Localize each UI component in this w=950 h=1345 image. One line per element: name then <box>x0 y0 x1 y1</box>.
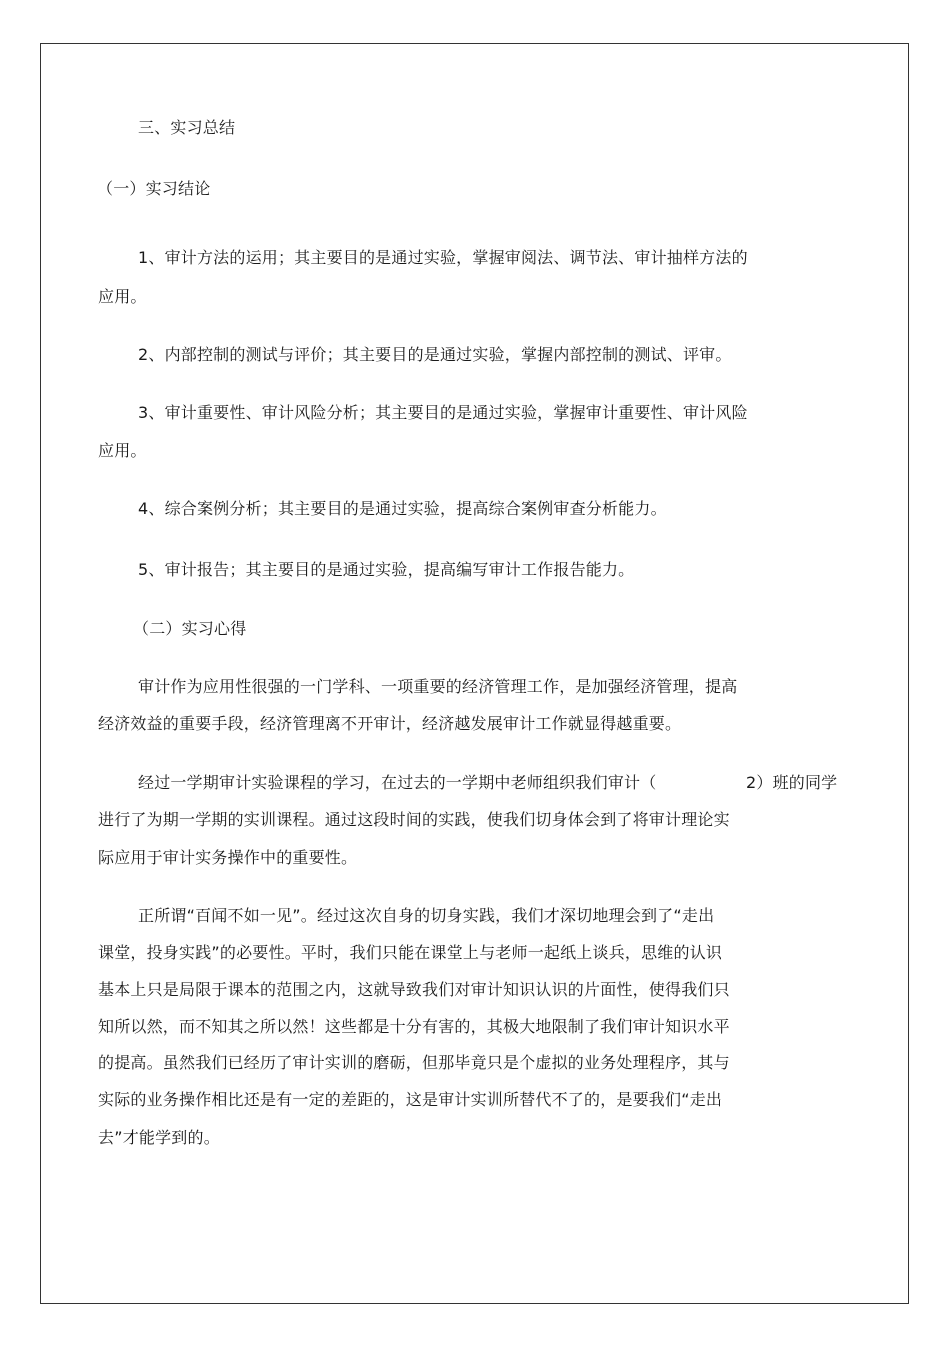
paragraph-2-line: 进行了为期一学期的实训课程。通过这段时间的实践，使我们切身体会到了将审计理论实 <box>98 810 730 829</box>
paragraph-3-line: 基本上只是局限于课本的范围之内，这就导致我们对审计知识认识的片面性，使得我们只 <box>98 980 730 999</box>
paragraph-3-line: 课堂，投身实践”的必要性。平时，我们只能在课堂上与老师一起纸上谈兵，思维的认识 <box>98 943 723 962</box>
paragraph-2-line: 经过一学期审计实验课程的学习，在过去的一学期中老师组织我们审计（ <box>138 773 657 792</box>
subsection-title-experience: （二）实习心得 <box>133 619 247 638</box>
page-border <box>40 43 909 1304</box>
item-3-line-2: 应用。 <box>98 441 147 460</box>
section-title: 三、实习总结 <box>138 118 236 137</box>
item-1-line-2: 应用。 <box>98 287 147 306</box>
item-4: 4、综合案例分析；其主要目的是通过实验，提高综合案例审查分析能力。 <box>138 499 667 518</box>
item-5: 5、审计报告；其主要目的是通过实验，提高编写审计工作报告能力。 <box>138 560 635 579</box>
paragraph-1-line: 经济效益的重要手段，经济管理离不开审计，经济越发展审计工作就显得越重要。 <box>98 714 682 733</box>
paragraph-3-line: 正所谓“百闻不如一见”。经过这次自身的切身实践，我们才深切地理会到了“走出 <box>138 906 715 925</box>
paragraph-2-line: 2）班的同学 <box>746 773 838 792</box>
paragraph-2-line: 际应用于审计实务操作中的重要性。 <box>98 848 358 867</box>
paragraph-3-line: 去”才能学到的。 <box>98 1128 220 1147</box>
paragraph-3-line: 实际的业务操作相比还是有一定的差距的，这是审计实训所替代不了的，是要我们“走出 <box>98 1090 723 1109</box>
paragraph-3-line: 的提高。虽然我们已经历了审计实训的磨砺，但那毕竟只是个虚拟的业务处理程序，其与 <box>98 1053 730 1072</box>
paragraph-3-line: 知所以然，而不知其之所以然！这些都是十分有害的，其极大地限制了我们审计知识水平 <box>98 1017 730 1036</box>
item-3-line-1: 3、审计重要性、审计风险分析；其主要目的是通过实验，掌握审计重要性、审计风险 <box>138 403 748 422</box>
item-1-line-1: 1、审计方法的运用；其主要目的是通过实验，掌握审阅法、调节法、审计抽样方法的 <box>138 248 748 267</box>
subsection-title-conclusion: （一）实习结论 <box>97 179 211 198</box>
paragraph-1-line: 审计作为应用性很强的一门学科、一项重要的经济管理工作，是加强经济管理，提高 <box>138 677 738 696</box>
item-2: 2、内部控制的测试与评价；其主要目的是通过实验，掌握内部控制的测试、评审。 <box>138 345 732 364</box>
